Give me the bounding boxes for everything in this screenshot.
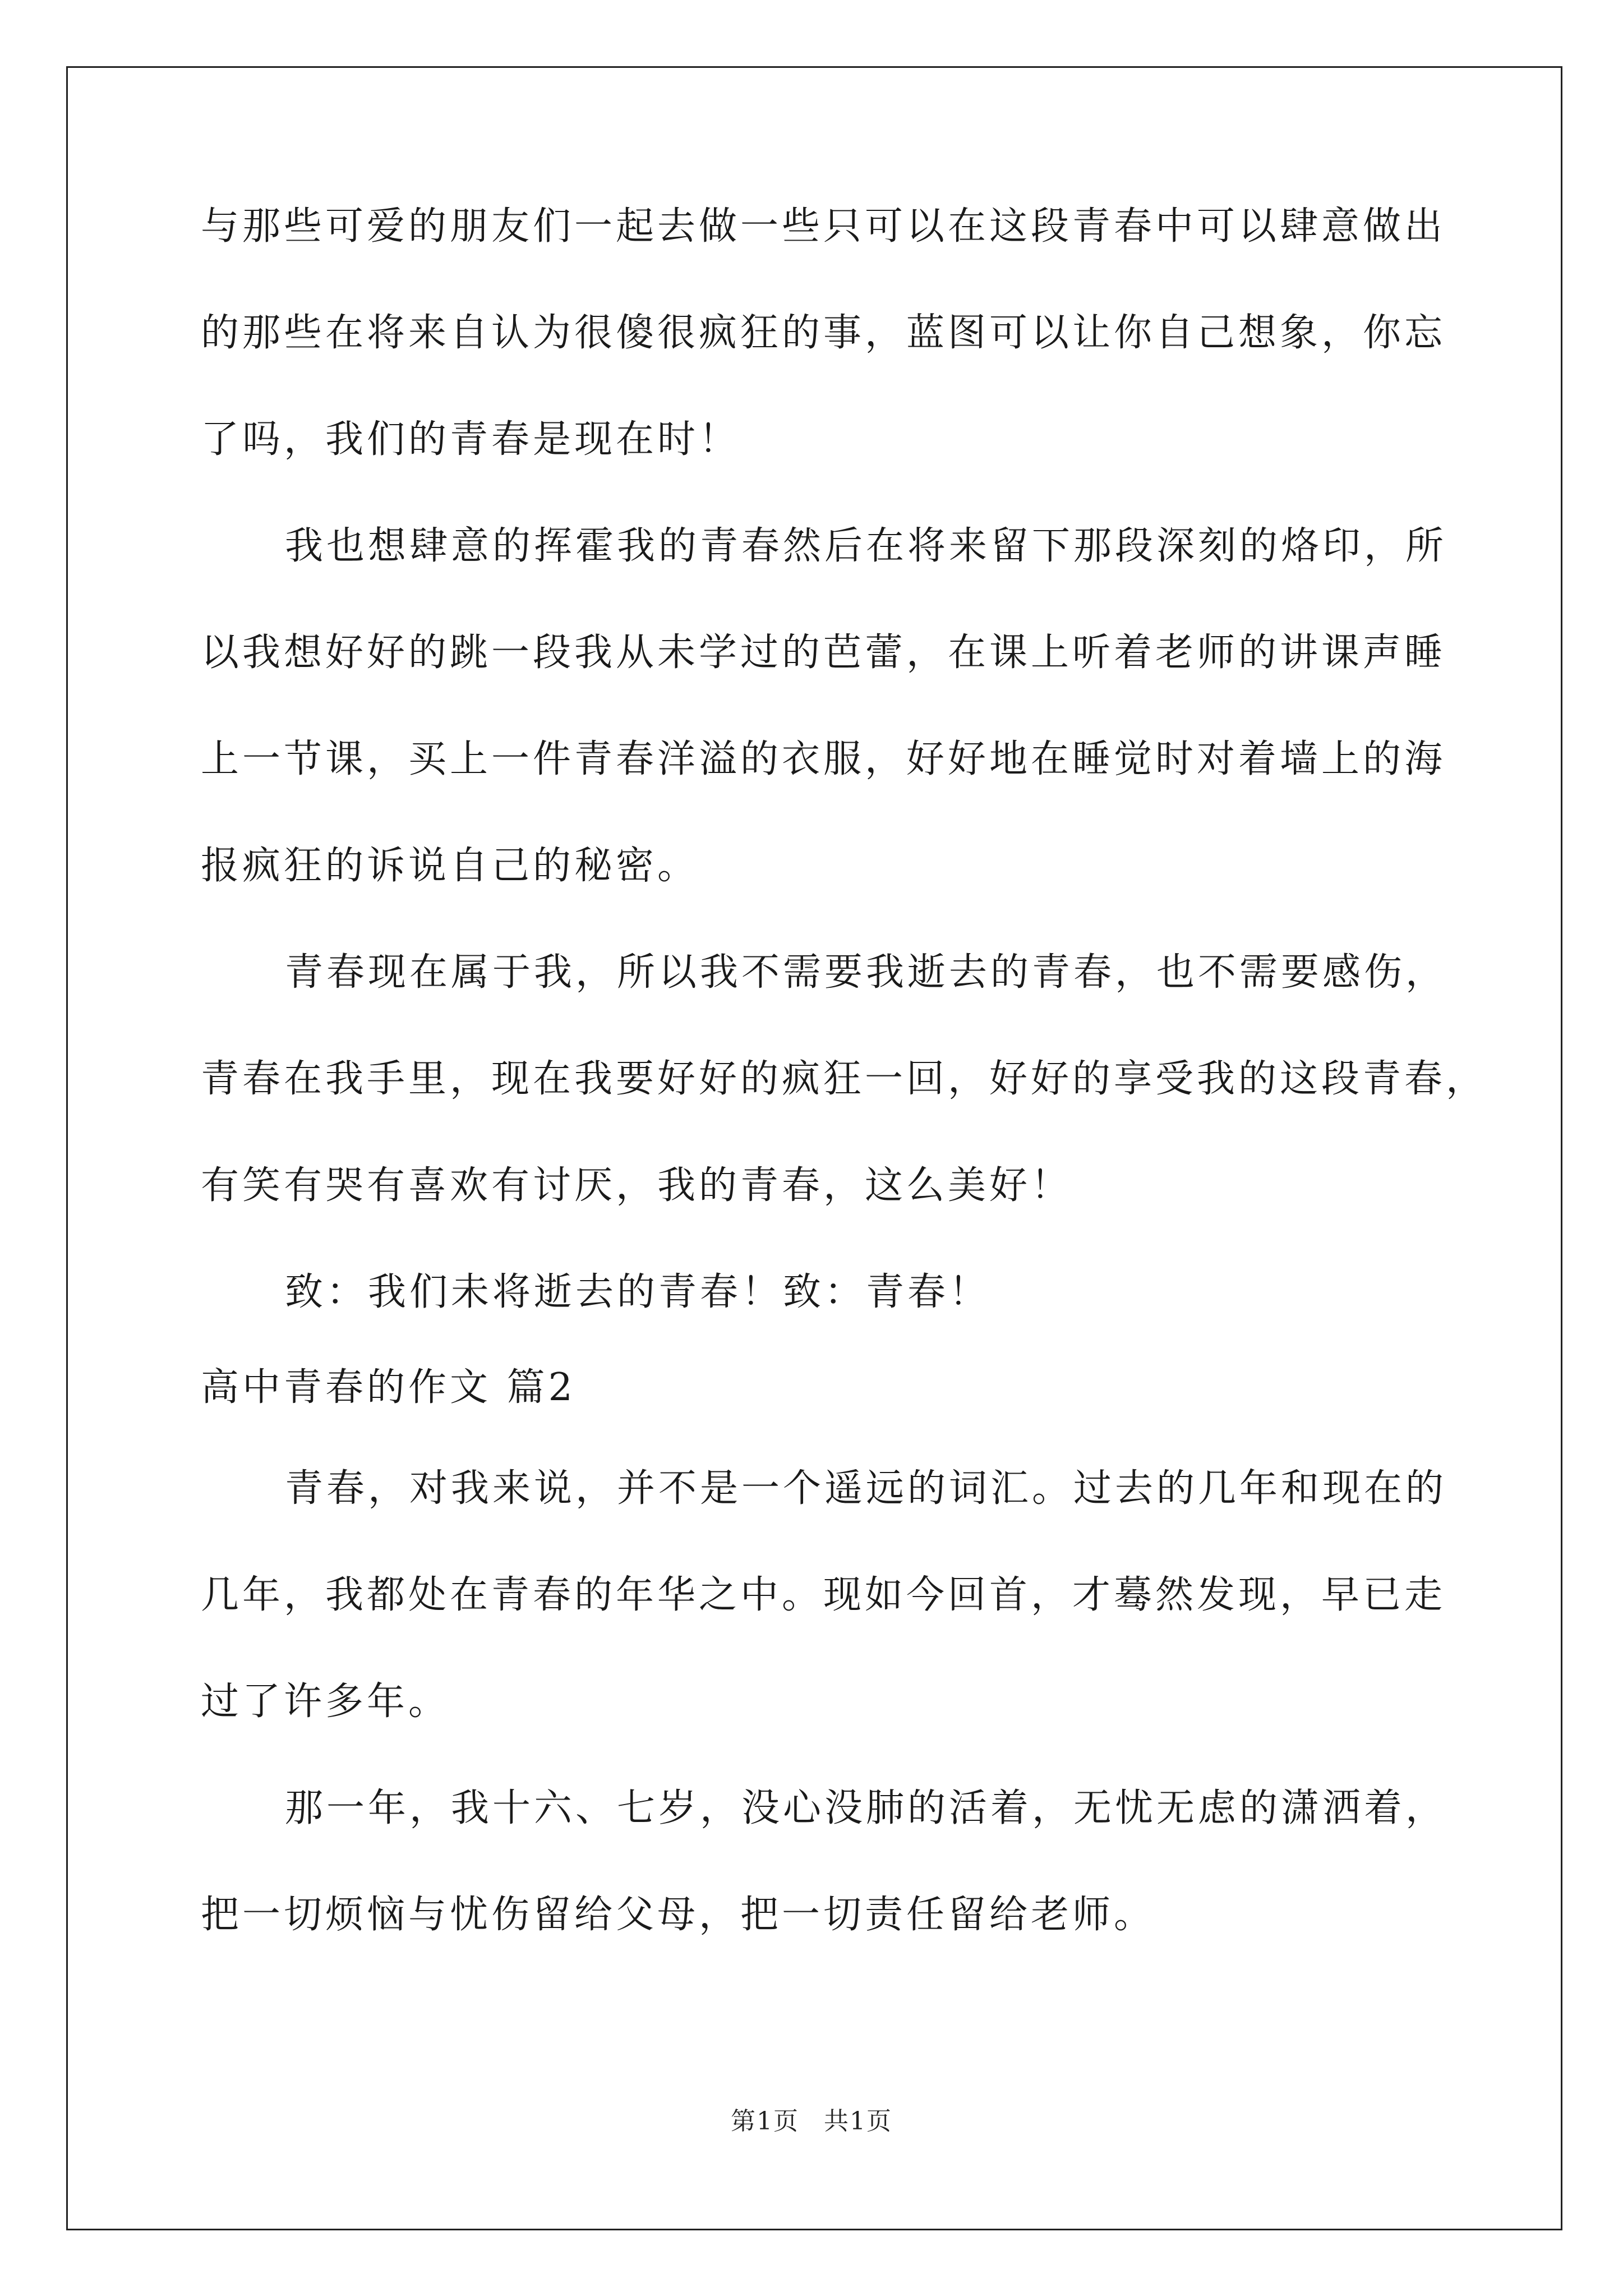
body-line: 几年，我都处在青春的年华之中。现如今回首，才蓦然发现，早已走 xyxy=(201,1573,1446,1617)
body-line: 以我想好好的跳一段我从未学过的芭蕾，在课上听着老师的讲课声睡 xyxy=(201,631,1446,675)
body-line: 青春，对我来说，并不是一个遥远的词汇。过去的几年和现在的 xyxy=(285,1466,1447,1511)
body-line: 致：我们未将逝去的青春！致：青春！ xyxy=(285,1270,991,1314)
page-number-total: 共1页 xyxy=(824,2107,892,2136)
section-heading: 高中青春的作文 篇2 xyxy=(201,1365,576,1410)
body-line: 上一节课，买上一件青春洋溢的衣服，好好地在睡觉时对着墙上的海 xyxy=(201,737,1446,781)
body-line: 有笑有哭有喜欢有讨厌，我的青春，这么美好！ xyxy=(201,1163,1073,1208)
body-line: 我也想肆意的挥霍我的青春然后在将来留下那段深刻的烙印，所 xyxy=(285,524,1447,568)
body-line: 的那些在将来自认为很傻很疯狂的事，蓝图可以让你自己想象，你忘 xyxy=(201,311,1446,355)
body-line: 青春在我手里，现在我要好好的疯狂一回，好好的享受我的这段青春， xyxy=(201,1057,1488,1101)
body-line: 了吗，我们的青春是现在时！ xyxy=(201,417,741,462)
page-number-current: 第1页 xyxy=(731,2107,799,2136)
body-line: 与那些可爱的朋友们一起去做一些只可以在这段青春中可以肆意做出 xyxy=(201,204,1446,249)
body-line: 过了许多年。 xyxy=(201,1680,450,1724)
body-line: 把一切烦恼与忧伤留给父母，把一切责任留给老师。 xyxy=(201,1893,1156,1937)
body-line: 那一年，我十六、七岁，没心没肺的活着，无忧无虑的潇洒着， xyxy=(285,1786,1447,1830)
body-line: 青春现在属于我，所以我不需要我逝去的青春，也不需要感伤， xyxy=(285,950,1447,995)
body-line: 报疯狂的诉说自己的秘密。 xyxy=(201,844,699,888)
page-footer xyxy=(0,2101,1623,2137)
